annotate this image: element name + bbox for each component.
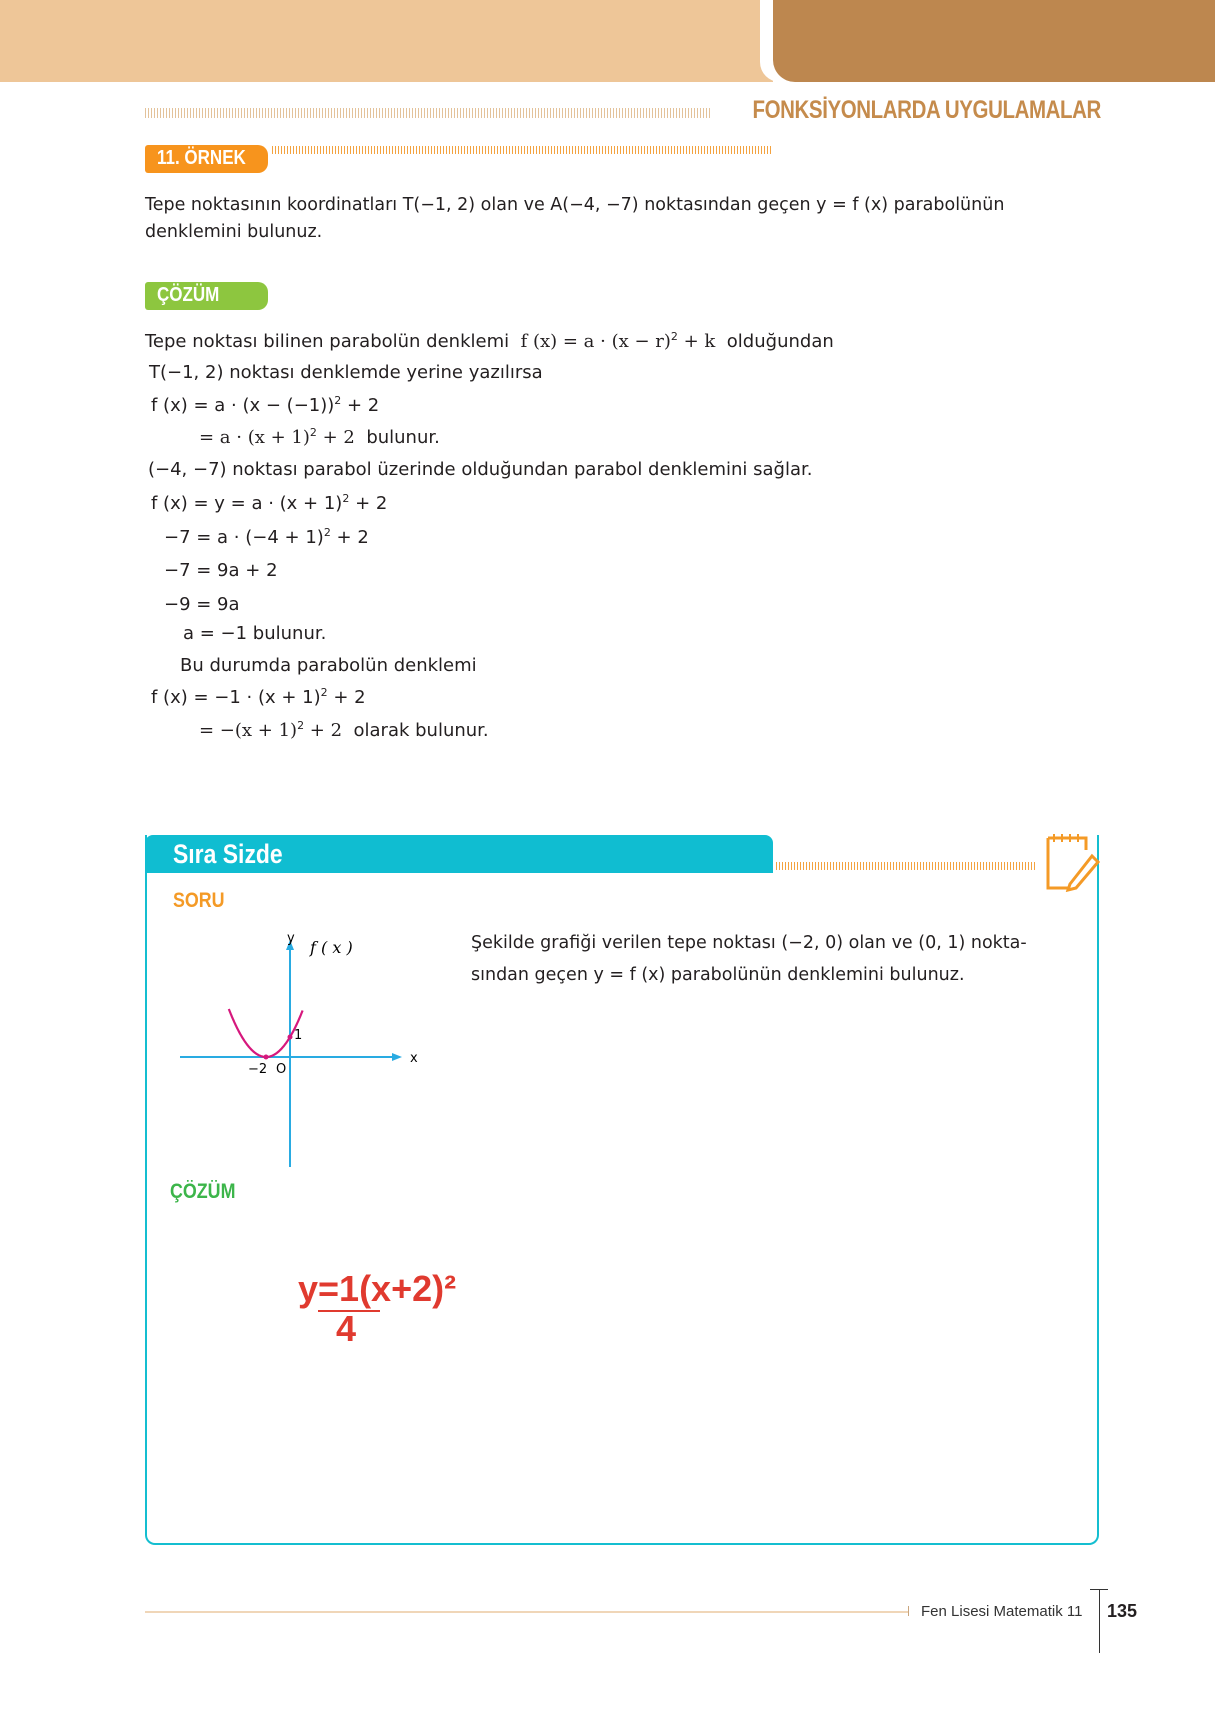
practice-question-line2: sından geçen y = f (x) parabolünün denklemini bulunuz. [471, 965, 965, 985]
solution-line: = $-(x + 1)^2 + 2$ olarak bulunur. [199, 719, 489, 741]
footer-rule-top [1090, 1589, 1108, 1590]
footer-book-title: Fen Lisesi Matematik 11 [921, 1603, 1083, 1620]
curve-label: f ( x ) [310, 938, 353, 957]
solution-line: Tepe noktası bilinen parabolün denklemi f $(x) = a \cdot (x - r)^2 + k$ olduğundan [145, 330, 834, 352]
header-divider [145, 108, 710, 118]
solution-line: Bu durumda parabolün denklemi [180, 655, 477, 676]
footer-line [145, 1611, 908, 1613]
y-intercept-point [288, 1035, 293, 1040]
solution-line: −9 = 9a [164, 594, 240, 615]
solution-line: f $(x) = a \cdot (x - (-1))^2 + 2$ [151, 394, 380, 416]
origin-label: O [276, 1062, 287, 1077]
solution-badge: ÇÖZÜM [145, 282, 268, 310]
solution-line: $-7 = a \cdot (-4 + 1)^2 + 2$ [164, 526, 369, 548]
header-band-light [0, 0, 773, 82]
tick-1: 1 [294, 1028, 303, 1043]
example-divider [272, 146, 772, 154]
practice-solution-label: ÇÖZÜM [170, 1180, 236, 1203]
x-axis-label: x [410, 1051, 418, 1066]
solution-line: f $(x) = -1 \cdot (x + 1)^2 + 2$ [151, 686, 366, 708]
page-number: 135 [1107, 1601, 1138, 1621]
example-badge: 11. ÖRNEK [145, 145, 268, 173]
y-axis-label: y [287, 931, 295, 946]
parabola-graph [170, 925, 420, 1170]
practice-header: Sıra Sizde [145, 835, 773, 873]
solution-line: (−4, −7) noktası parabol üzerinde olduğundan parabol denklemini sağlar. [148, 459, 813, 480]
solution-line: = $a \cdot (x + 1)^2 + 2$ bulunur. [199, 426, 440, 448]
vertex-point [264, 1055, 269, 1060]
question-label: SORU [173, 889, 225, 912]
parabola-curve [229, 1009, 303, 1057]
header-band-dark [773, 0, 1215, 82]
example-question-line1: Tepe noktasının koordinatları T(−1, 2) olan ve A(−4, −7) noktasından geçen y = f (x) parabolünün [145, 195, 1005, 215]
practice-divider [776, 862, 1036, 870]
footer-vertical-rule [1099, 1589, 1100, 1653]
solution-line: a = −1 bulunur. [183, 623, 327, 644]
solution-line: −7 = 9a + 2 [164, 560, 278, 581]
footer-tick [908, 1606, 909, 1616]
practice-question-line1: Şekilde grafiği verilen tepe noktası (−2, 0) olan ve (0, 1) nokta- [471, 933, 1027, 953]
notepad-pencil-icon [1040, 832, 1100, 892]
solution-line: T(−1, 2) noktası denklemde yerine yazılırsa [149, 362, 543, 383]
x-axis-arrow-icon [392, 1053, 402, 1061]
handwritten-answer-numerator: y=1(x+2)² [298, 1268, 457, 1309]
example-question-line2: denklemini bulunuz. [145, 222, 323, 242]
chapter-title: FONKSİYONLARDA UYGULAMALAR [752, 96, 1101, 124]
handwritten-answer-denominator: 4 [336, 1308, 357, 1349]
tick-neg2: −2 [248, 1062, 268, 1077]
solution-line: f $(x) = y = a \cdot (x + 1)^2 + 2$ [151, 492, 388, 514]
